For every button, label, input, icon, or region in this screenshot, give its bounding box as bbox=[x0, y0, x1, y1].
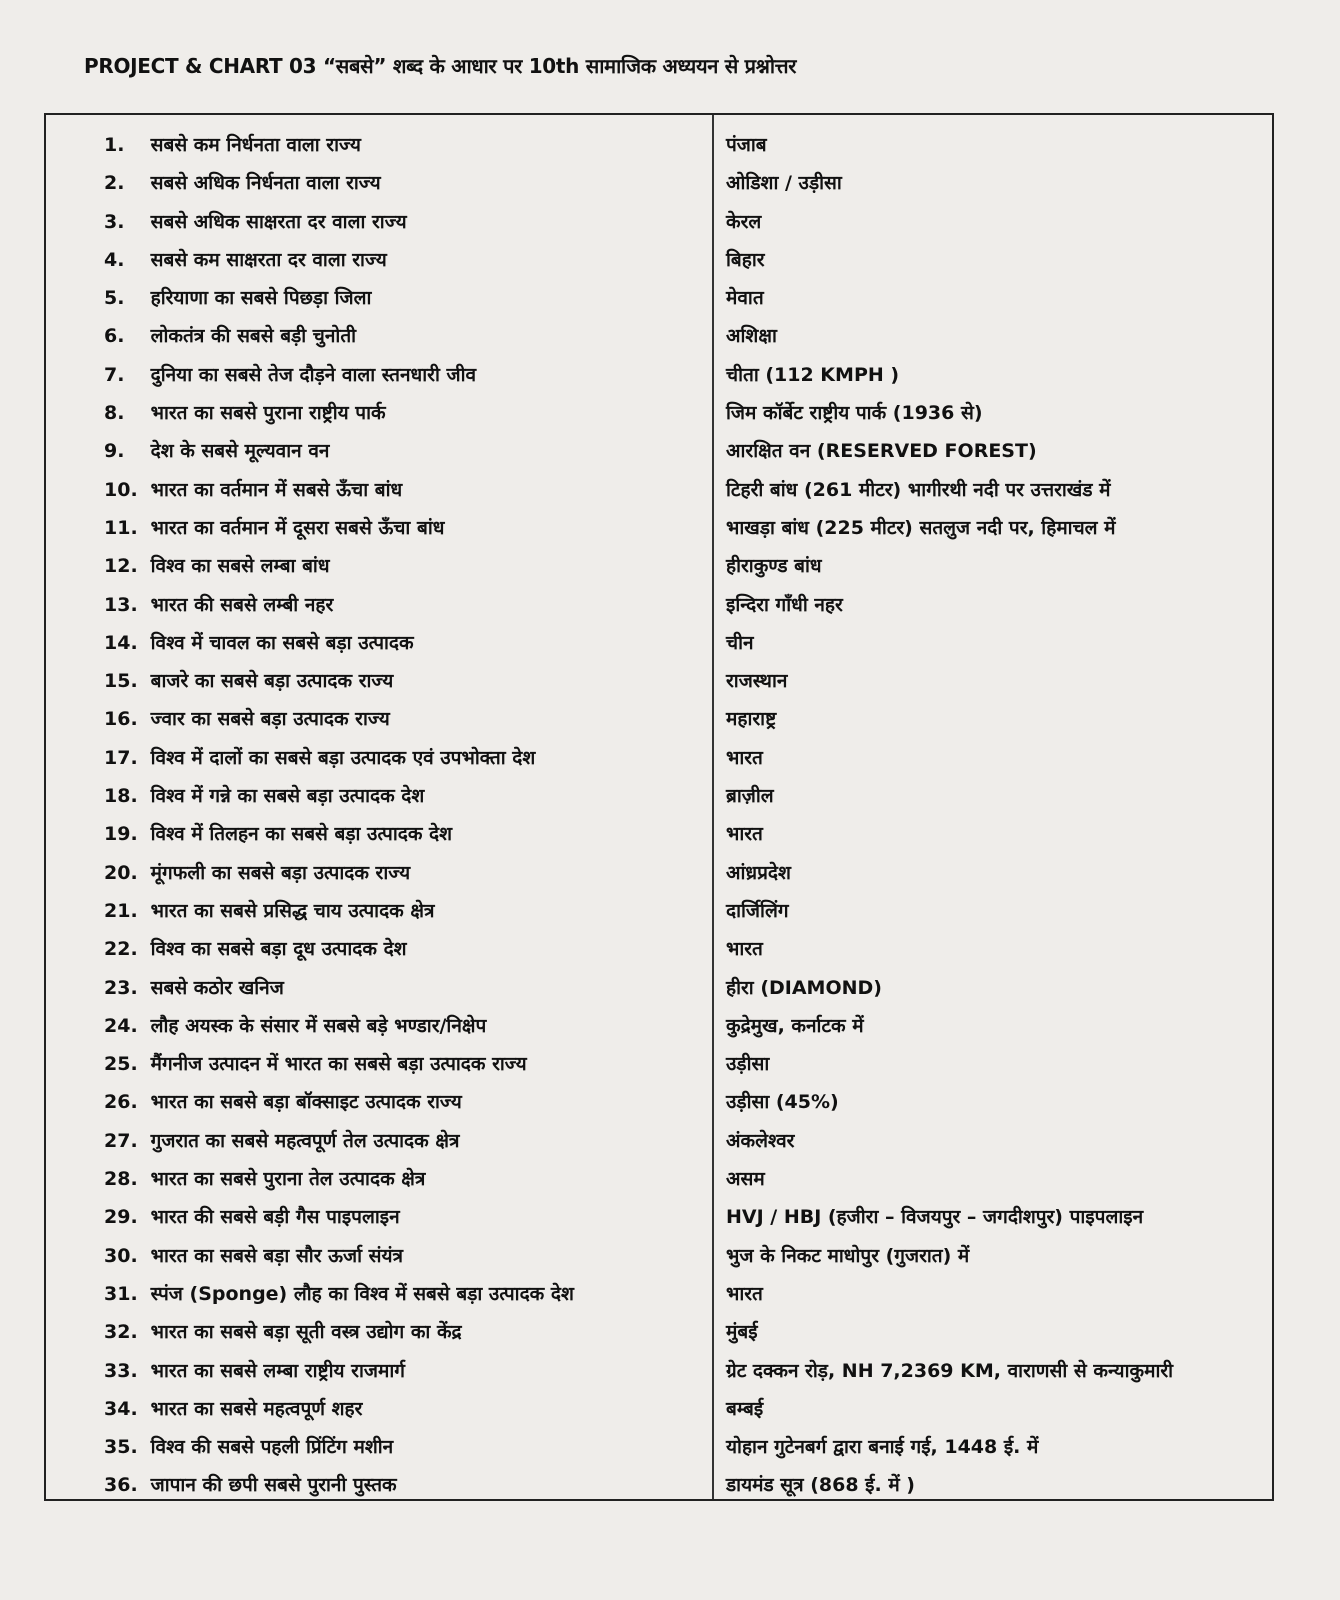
question-cell bbox=[104, 1242, 403, 1268]
answer-text: ग्रेट दक्कन रोड़, NH 7,2369 KM, वाराणसी से कन्याकुमारी bbox=[726, 1359, 1174, 1382]
table-row bbox=[46, 855, 1272, 893]
answer-text: भाखड़ा बांध (225 मीटर) सतलुज नदी पर, हिमाचल में bbox=[726, 516, 1116, 539]
question-text: भारत का वर्तमान में सबसे ऊँचा बांध bbox=[150, 478, 403, 501]
table-row bbox=[46, 1391, 1272, 1429]
answer-text: डायमंड सूत्र (868 ई. में ) bbox=[726, 1474, 915, 1497]
question-text: सबसे अधिक निर्धनता वाला राज्य bbox=[150, 172, 381, 195]
table-row bbox=[46, 587, 1272, 625]
question-cell bbox=[104, 1433, 393, 1459]
question-number: 16. bbox=[104, 708, 138, 731]
question-number: 32. bbox=[104, 1321, 138, 1344]
question-number: 28. bbox=[104, 1168, 138, 1191]
question-text: विश्व में दालों का सबसे बड़ा उत्पादक एवं उपभोक्ता देश bbox=[150, 746, 536, 769]
question-text: विश्व की सबसे पहली प्रिंटिंग मशीन bbox=[150, 1436, 394, 1459]
answer-text: राजस्थान bbox=[726, 670, 788, 693]
question-text: सबसे कम साक्षरता दर वाला राज्य bbox=[150, 248, 387, 271]
question-text: मैंगनीज उत्पादन में भारत का सबसे बड़ा उत्पादक राज्य bbox=[150, 1053, 527, 1076]
question-cell bbox=[104, 322, 356, 348]
question-cell bbox=[104, 1050, 527, 1076]
answer-text: ब्राज़ील bbox=[726, 785, 774, 808]
question-text: लौह अयस्क के संसार में सबसे बड़े भण्डार/निक्षेप bbox=[150, 1014, 487, 1037]
answer-text: बिहार bbox=[726, 248, 765, 271]
question-number: 17. bbox=[104, 746, 138, 769]
table-row bbox=[46, 970, 1272, 1008]
table-row bbox=[46, 1008, 1272, 1046]
table-row bbox=[46, 127, 1272, 165]
table-row bbox=[46, 548, 1272, 586]
answer-text: योहान गुटेनबर्ग द्वारा बनाई गई, 1448 ई. में bbox=[726, 1436, 1039, 1459]
answer-text: भारत bbox=[726, 823, 763, 846]
question-text: भारत का सबसे बड़ा सूती वस्त्र उद्योग का केंद्र bbox=[150, 1321, 462, 1344]
answer-text: केरल bbox=[726, 210, 762, 233]
question-cell bbox=[104, 1127, 459, 1153]
answer-text: हीरा (DIAMOND) bbox=[726, 976, 882, 999]
question-number: 4. bbox=[104, 248, 125, 271]
table-row bbox=[46, 280, 1272, 318]
question-cell bbox=[104, 859, 410, 885]
question-text: भारत का सबसे लम्बा राष्ट्रीय राजमार्ग bbox=[150, 1359, 405, 1382]
question-number: 21. bbox=[104, 899, 138, 922]
question-number: 7. bbox=[104, 363, 125, 386]
answer-text: भुज के निकट माधोपुर (गुजरात) में bbox=[726, 1244, 970, 1267]
question-cell bbox=[104, 935, 407, 961]
question-text: गुजरात का सबसे महत्वपूर्ण तेल उत्पादक क्षेत्र bbox=[150, 1129, 460, 1152]
answer-text: इन्दिरा गाँधी नहर bbox=[726, 593, 843, 616]
table-row bbox=[46, 1123, 1272, 1161]
answer-text: कुद्रेमुख, कर्नाटक में bbox=[726, 1014, 864, 1037]
question-cell bbox=[104, 1088, 462, 1114]
question-number: 14. bbox=[104, 631, 138, 654]
table-row bbox=[46, 357, 1272, 395]
table-row bbox=[46, 1238, 1272, 1276]
answer-text: असम bbox=[726, 1168, 765, 1191]
question-text: भारत का सबसे प्रसिद्ध चाय उत्पादक क्षेत्र bbox=[150, 899, 435, 922]
table-row bbox=[46, 1467, 1272, 1505]
question-text: भारत का सबसे बड़ा बॉक्साइट उत्पादक राज्य bbox=[150, 1091, 462, 1114]
question-cell bbox=[104, 246, 387, 272]
question-text: सबसे कम निर्धनता वाला राज्य bbox=[150, 134, 361, 156]
question-number: 11. bbox=[104, 516, 138, 539]
question-text: भारत की सबसे लम्बी नहर bbox=[150, 593, 334, 616]
table-row bbox=[46, 204, 1272, 242]
table-row bbox=[46, 1429, 1272, 1467]
question-cell bbox=[104, 1357, 405, 1383]
question-number: 34. bbox=[104, 1397, 138, 1420]
question-number: 27. bbox=[104, 1129, 138, 1152]
question-text: देश के सबसे मूल्यवान वन bbox=[150, 440, 330, 463]
question-cell bbox=[104, 744, 535, 770]
table-row bbox=[46, 1199, 1272, 1237]
question-number: 22. bbox=[104, 938, 138, 961]
question-cell bbox=[104, 1012, 486, 1038]
question-number: 24. bbox=[104, 1014, 138, 1037]
question-number: 13. bbox=[104, 593, 138, 616]
answer-text: चीन bbox=[726, 631, 754, 654]
question-cell bbox=[104, 1395, 362, 1421]
question-text: लोकतंत्र की सबसे बड़ी चुनोती bbox=[150, 325, 357, 348]
page-title: PROJECT & CHART 03 “सबसे” शब्द के आधार पर 10th सामाजिक अध्ययन से प्रश्नोत्तर bbox=[84, 54, 797, 78]
question-number: 19. bbox=[104, 823, 138, 846]
answer-text: अंकलेश्वर bbox=[726, 1129, 795, 1152]
table-row bbox=[46, 701, 1272, 739]
question-text: सबसे अधिक साक्षरता दर वाला राज्य bbox=[150, 210, 407, 233]
question-cell bbox=[104, 1280, 574, 1306]
table-row bbox=[46, 816, 1272, 854]
question-cell bbox=[104, 208, 407, 234]
table-row bbox=[46, 625, 1272, 663]
question-cell bbox=[104, 131, 361, 157]
answer-text: हीराकुण्ड बांध bbox=[726, 555, 822, 578]
question-cell bbox=[104, 974, 284, 1000]
answer-text: HVJ / HBJ (हजीरा – विजयपुर – जगदीशपुर) पाइपलाइन bbox=[726, 1206, 1144, 1229]
question-cell bbox=[104, 361, 476, 387]
table-row bbox=[46, 472, 1272, 510]
question-number: 36. bbox=[104, 1474, 138, 1497]
answer-text: मेवात bbox=[726, 287, 764, 310]
answer-text: महाराष्ट्र bbox=[726, 708, 777, 731]
answer-text: भारत bbox=[726, 938, 763, 961]
question-cell bbox=[104, 284, 371, 310]
question-number: 6. bbox=[104, 325, 125, 348]
question-text: भारत का सबसे पुराना राष्ट्रीय पार्क bbox=[150, 402, 386, 425]
table-row bbox=[46, 740, 1272, 778]
question-cell bbox=[104, 437, 329, 463]
question-text: भारत का वर्तमान में दूसरा सबसे ऊँचा बांध bbox=[150, 516, 445, 539]
question-number: 29. bbox=[104, 1206, 138, 1229]
question-number: 23. bbox=[104, 976, 138, 999]
question-text: ज्वार का सबसे बड़ा उत्पादक राज्य bbox=[150, 708, 390, 731]
question-text: विश्व में तिलहन का सबसे बड़ा उत्पादक देश bbox=[150, 823, 453, 846]
question-text: स्पंज (Sponge) लौह का विश्व में सबसे बड़ा उत्पादक देश bbox=[150, 1282, 574, 1305]
qa-table bbox=[44, 113, 1274, 1501]
answer-text: जिम कॉर्बेट राष्ट्रीय पार्क (1936 से) bbox=[726, 402, 983, 425]
question-cell bbox=[104, 1203, 400, 1229]
table-row bbox=[46, 510, 1272, 548]
question-cell bbox=[104, 897, 434, 923]
question-cell bbox=[104, 476, 402, 502]
question-cell bbox=[104, 169, 381, 195]
table-row bbox=[46, 663, 1272, 701]
question-number: 9. bbox=[104, 440, 125, 463]
question-text: विश्व में चावल का सबसे बड़ा उत्पादक bbox=[150, 631, 414, 654]
table-row bbox=[46, 1046, 1272, 1084]
question-text: मूंगफली का सबसे बड़ा उत्पादक राज्य bbox=[150, 861, 411, 884]
table-row bbox=[46, 931, 1272, 969]
table-row bbox=[46, 1353, 1272, 1391]
table-rows bbox=[46, 127, 1272, 1506]
question-number: 15. bbox=[104, 670, 138, 693]
table-row bbox=[46, 1276, 1272, 1314]
question-text: भारत का सबसे पुराना तेल उत्पादक क्षेत्र bbox=[150, 1168, 426, 1191]
question-cell bbox=[104, 667, 393, 693]
question-text: भारत की सबसे बड़ी गैस पाइपलाइन bbox=[150, 1206, 400, 1229]
question-number: 10. bbox=[104, 478, 138, 501]
question-cell bbox=[104, 514, 444, 540]
table-row bbox=[46, 395, 1272, 433]
answer-text: ओडिशा / उड़ीसा bbox=[726, 172, 842, 195]
question-cell bbox=[104, 1471, 397, 1497]
table-row bbox=[46, 165, 1272, 203]
table-row bbox=[46, 893, 1272, 931]
question-cell bbox=[104, 1318, 462, 1344]
answer-text: भारत bbox=[726, 1282, 763, 1305]
question-cell bbox=[104, 552, 330, 578]
answer-text: अशिक्षा bbox=[726, 325, 777, 348]
question-text: जापान की छपी सबसे पुरानी पुस्तक bbox=[150, 1474, 397, 1497]
question-text: विश्व का सबसे लम्बा बांध bbox=[150, 555, 330, 578]
question-text: दुनिया का सबसे तेज दौड़ने वाला स्तनधारी जीव bbox=[150, 363, 477, 386]
question-number: 20. bbox=[104, 861, 138, 884]
answer-text: उड़ीसा bbox=[726, 1053, 770, 1076]
table-row bbox=[46, 1161, 1272, 1199]
question-cell bbox=[104, 1165, 425, 1191]
answer-text: भारत bbox=[726, 746, 763, 769]
question-cell bbox=[104, 782, 424, 808]
table-row bbox=[46, 1314, 1272, 1352]
question-number: 26. bbox=[104, 1091, 138, 1114]
question-number: 8. bbox=[104, 402, 125, 425]
table-row bbox=[46, 1084, 1272, 1122]
question-cell bbox=[104, 399, 386, 425]
question-text: विश्व में गन्ने का सबसे बड़ा उत्पादक देश bbox=[150, 785, 425, 808]
question-cell bbox=[104, 820, 452, 846]
answer-text: दार्जिलिंग bbox=[726, 899, 789, 922]
question-number: 31. bbox=[104, 1282, 138, 1305]
question-text: भारत का सबसे बड़ा सौर ऊर्जा संयंत्र bbox=[150, 1244, 404, 1267]
question-cell bbox=[104, 629, 414, 655]
answer-text: मुंबई bbox=[726, 1321, 758, 1344]
question-number: 1. bbox=[104, 134, 125, 156]
answer-text: आरक्षित वन (RESERVED FOREST) bbox=[726, 440, 1037, 463]
answer-text: टिहरी बांध (261 मीटर) भागीरथी नदी पर उत्तराखंड में bbox=[726, 478, 1111, 501]
question-text: विश्व का सबसे बड़ा दूध उत्पादक देश bbox=[150, 938, 407, 961]
table-row bbox=[46, 242, 1272, 280]
question-number: 5. bbox=[104, 287, 125, 310]
answer-text: उड़ीसा (45%) bbox=[726, 1091, 839, 1114]
question-cell bbox=[104, 705, 390, 731]
question-number: 30. bbox=[104, 1244, 138, 1267]
question-text: भारत का सबसे महत्वपूर्ण शहर bbox=[150, 1397, 363, 1420]
question-number: 33. bbox=[104, 1359, 138, 1382]
table-row bbox=[46, 778, 1272, 816]
question-cell bbox=[104, 591, 333, 617]
answer-text: पंजाब bbox=[726, 134, 767, 156]
table-row bbox=[46, 318, 1272, 356]
question-number: 3. bbox=[104, 210, 125, 233]
answer-text: चीता (112 KMPH ) bbox=[726, 363, 900, 386]
question-text: सबसे कठोर खनिज bbox=[150, 976, 284, 999]
question-text: बाजरे का सबसे बड़ा उत्पादक राज्य bbox=[150, 670, 394, 693]
question-number: 35. bbox=[104, 1436, 138, 1459]
question-number: 12. bbox=[104, 555, 138, 578]
table-row bbox=[46, 433, 1272, 471]
question-number: 25. bbox=[104, 1053, 138, 1076]
question-text: हरियाणा का सबसे पिछड़ा जिला bbox=[150, 287, 372, 310]
answer-text: आंध्रप्रदेश bbox=[726, 861, 791, 884]
question-number: 2. bbox=[104, 172, 125, 195]
answer-text: बम्बई bbox=[726, 1397, 764, 1420]
question-number: 18. bbox=[104, 785, 138, 808]
